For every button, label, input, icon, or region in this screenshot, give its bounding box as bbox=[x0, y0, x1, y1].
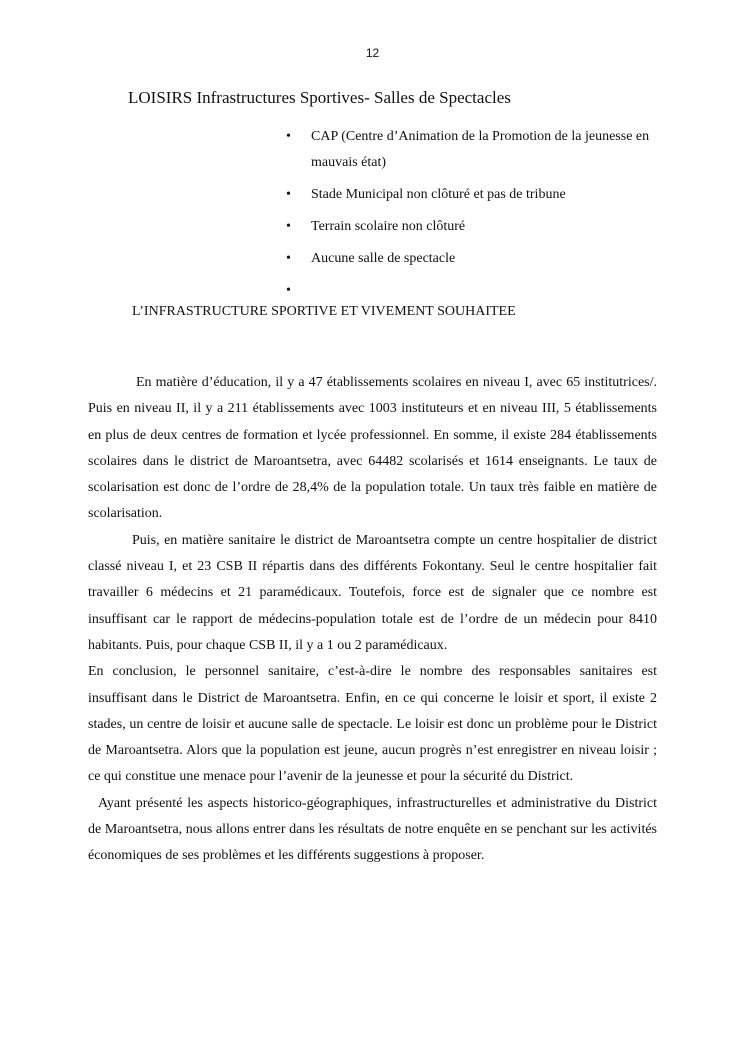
list-item bbox=[286, 124, 658, 176]
bullet-list bbox=[286, 124, 658, 298]
page-number: 12 bbox=[365, 46, 380, 60]
paragraph-education: En matière d’éducation, il y a 47 établissements scolaires en niveau I, avec 65 institutrices/. Puis en niveau II, il y a 211 établissements avec 1003 instituteurs et en niveau III, 5 établissements en plus de deux centres de formation et lycée professionnel. En somme, il existe 284 établissements scolaires dans le district de Maroantsetra, avec 64482 scolarisés et 1614 enseignants. Le taux de scolarisation est donc de l’ordre de 28,4% de la population totale. Un taux très faible en matière de scolarisation. bbox=[88, 375, 657, 522]
list-item-text: CAP (Centre d’Animation de la Promotion de la jeunesse en mauvais état) bbox=[311, 129, 650, 170]
section-heading: LOISIRS Infrastructures Sportives- Salles de Spectacles bbox=[128, 88, 511, 107]
list-item-text: Terrain scolaire non clôturé bbox=[311, 219, 466, 234]
list-item bbox=[286, 214, 658, 240]
list-item-text: Stade Municipal non clôturé et pas de tribune bbox=[311, 187, 566, 202]
bullet-icon: • bbox=[286, 187, 291, 202]
list-item-text: Aucune salle de spectacle bbox=[311, 251, 456, 266]
bullet-icon: • bbox=[286, 219, 291, 234]
paragraph-transition: Ayant présenté les aspects historico-géographiques, infrastructurelles et administrative du District de Maroantsetra, nous allons entrer dans les résultats de notre enquête en se penchant sur les activités économiques de ses problèmes et les différents suggestions à proposer. bbox=[88, 795, 657, 864]
body-text bbox=[88, 370, 657, 870]
subheading: L’INFRASTRUCTURE SPORTIVE ET VIVEMENT SOUHAITEE bbox=[132, 304, 516, 319]
bullet-icon: • bbox=[286, 283, 291, 298]
bullet-icon: • bbox=[286, 129, 291, 144]
paragraph-health: Puis, en matière sanitaire le district de Maroantsetra compte un centre hospitalier de district classé niveau I, et 23 CSB II répartis dans des différents Fokontany. Seul le centre hospitalier fait travailler 6 médecins et 21 paramédicaux. Toutefois, force est de signaler que ce nombre est insuffisant car le rapport de médecins-population totale est de l’ordre de un médecin pour 8410 habitants. Puis, pour chaque CSB II, il y a 1 ou 2 paramédicaux. bbox=[88, 532, 657, 653]
bullet-icon: • bbox=[286, 251, 291, 266]
paragraph-conclusion: En conclusion, le personnel sanitaire, c’est-à-dire le nombre des responsables sanitaires est insuffisant dans le District de Maroantsetra. Enfin, en ce qui concerne le loisir et sport, il existe 2 stades, un centre de loisir et aucune salle de spectacle. Le loisir est donc un problème pour le District de Maroantsetra. Alors que la population est jeune, aucun progrès n’est enregistrer en niveau loisir ; ce qui constitue une menace pour l’avenir de la jeunesse et pour la sécurité du District. bbox=[88, 664, 657, 785]
list-item bbox=[286, 246, 658, 272]
list-item bbox=[286, 182, 658, 208]
